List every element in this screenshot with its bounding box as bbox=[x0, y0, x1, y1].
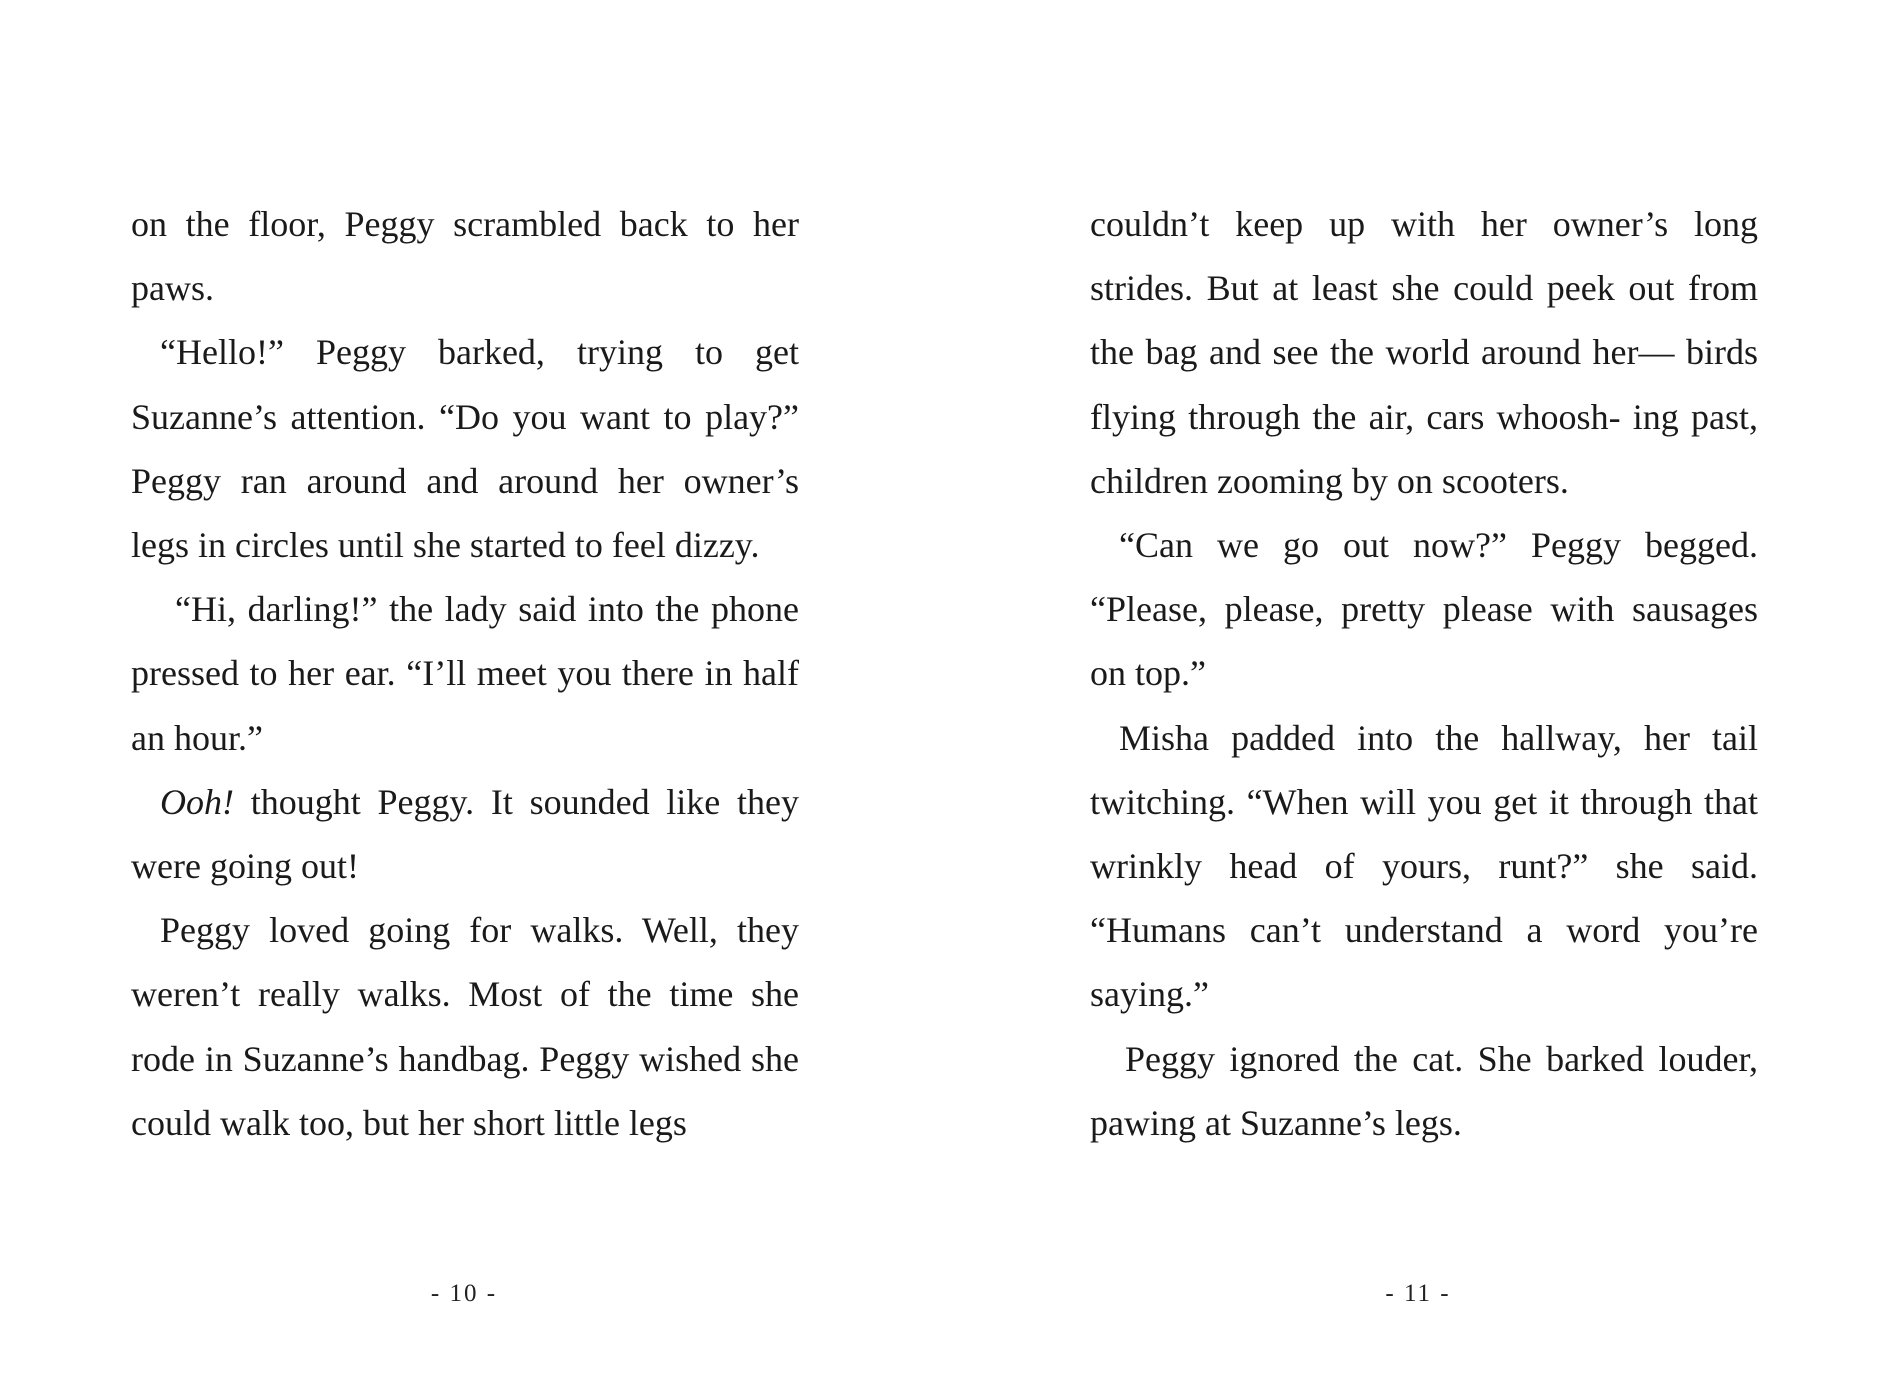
right-page bbox=[1090, 192, 1758, 1155]
paragraph: Misha padded into the hallway, her tail twitching. “When will you get it through that wrinkly head of yours, runt?” she said. “Humans can’t understand a word you’re saying.” bbox=[1090, 717, 1758, 1015]
italic-exclamation: Ooh! bbox=[160, 781, 234, 822]
paragraph: “Hello!” Peggy barked, trying to get Suzanne’s attention. “Do you want to play?” Peggy ran around and around her owner’s legs in circles until she started to feel dizzy. bbox=[131, 332, 799, 566]
paragraph: “Hi, darling!” the lady said into the phone pressed to her ear. “I’ll meet you there in half an hour.” bbox=[131, 589, 799, 758]
paragraph-text: thought Peggy. It sounded like they were going out! bbox=[131, 781, 799, 887]
page-number: - 10 - bbox=[430, 1280, 498, 1307]
paragraph: Peggy loved going for walks. Well, they weren’t really walks. Most of the time she rode in Suzanne’s handbag. Peggy wished she could walk too, but her short little legs bbox=[131, 910, 799, 1143]
paragraph: couldn’t keep up with her owner’s long strides. But at least she could peek out from the bag and see the world around her— birds flying through the air, cars whoosh- ing past, children zooming by on scooters. bbox=[1090, 204, 1758, 501]
paragraph: “Can we go out now?” Peggy begged. “Please, please, pretty please with sausages on top.” bbox=[1090, 525, 1758, 694]
paragraph: on the floor, Peggy scrambled back to her paws. bbox=[131, 204, 799, 309]
left-page bbox=[131, 192, 799, 1155]
paragraph: Peggy ignored the cat. She barked louder, pawing at Suzanne’s legs. bbox=[1090, 1038, 1758, 1143]
paragraph bbox=[131, 770, 799, 898]
page-number: - 11 - bbox=[1385, 1280, 1451, 1307]
